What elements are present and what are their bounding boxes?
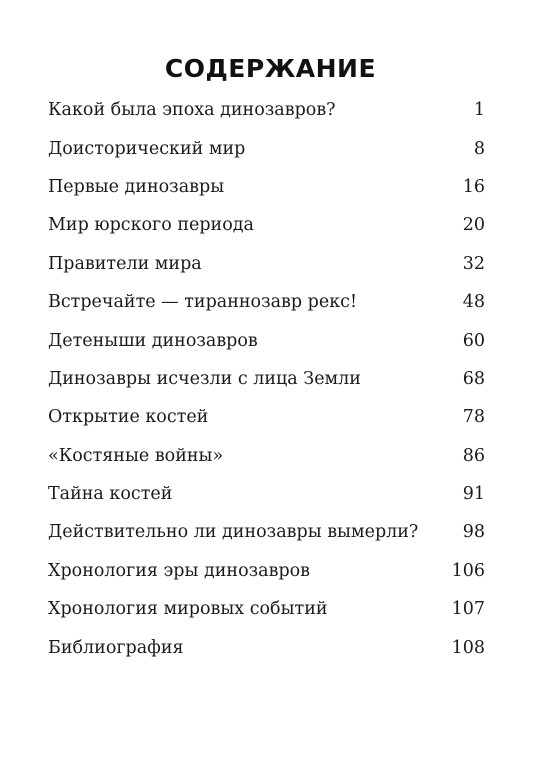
- toc-entry: [48, 590, 485, 628]
- toc-entry-title: Правители мира: [48, 253, 202, 274]
- toc-entry-title: Хронология мировых событий: [48, 599, 328, 620]
- toc-entry-title: Встречайте — тираннозавр рекс!: [48, 292, 358, 313]
- toc-entry: [48, 628, 485, 666]
- toc-entry: [48, 398, 485, 436]
- toc-entry-page: 68: [462, 368, 485, 389]
- toc-entry-page: 1: [473, 100, 485, 121]
- toc-entry-title: Библиография: [48, 637, 184, 658]
- toc-entry: [48, 437, 485, 475]
- toc-entry-page: 91: [462, 484, 485, 505]
- toc-entry-title: «Костяные войны»: [48, 445, 224, 466]
- toc-entry-title: Детеныши динозавров: [48, 330, 258, 351]
- toc-entry-title: Хронология эры динозавров: [48, 560, 311, 581]
- toc-entry-title: Мир юрского периода: [48, 215, 254, 236]
- toc-entry-title: Доисторический мир: [48, 138, 246, 159]
- page-title: СОДЕРЖАНИЕ: [164, 54, 377, 83]
- toc-entry: [48, 91, 485, 129]
- toc-entry: [48, 360, 485, 398]
- toc-entry: [48, 321, 485, 359]
- toc-entry-title: Динозавры исчезли с лица Земли: [48, 368, 361, 389]
- toc-entry-page: 8: [473, 138, 485, 159]
- toc-entry-page: 60: [462, 330, 485, 351]
- toc-entry: [48, 129, 485, 167]
- toc-entry: [48, 206, 485, 244]
- table-of-contents: [48, 91, 485, 667]
- toc-entry-page: 98: [462, 522, 485, 543]
- toc-entry: [48, 475, 485, 513]
- toc-entry: [48, 283, 485, 321]
- toc-entry-page: 32: [462, 253, 485, 274]
- toc-entry-title: Тайна костей: [48, 484, 173, 505]
- toc-entry-page: 107: [451, 599, 485, 620]
- toc-entry-title: Действительно ли динозавры вымерли?: [48, 522, 419, 543]
- toc-entry-page: 108: [451, 637, 485, 658]
- toc-entry-page: 20: [462, 215, 485, 236]
- toc-entry: [48, 168, 485, 206]
- toc-entry-page: 16: [462, 176, 485, 197]
- toc-entry-title: Первые динозавры: [48, 176, 225, 197]
- toc-entry-page: 86: [462, 445, 485, 466]
- toc-entry: [48, 245, 485, 283]
- toc-entry-page: 48: [462, 292, 485, 313]
- toc-entry-title: Открытие костей: [48, 407, 209, 428]
- toc-entry-page: 78: [462, 407, 485, 428]
- toc-entry-title: Какой была эпоха динозавров?: [48, 100, 336, 121]
- toc-entry-page: 106: [451, 560, 485, 581]
- toc-entry: [48, 552, 485, 590]
- toc-entry: [48, 513, 485, 551]
